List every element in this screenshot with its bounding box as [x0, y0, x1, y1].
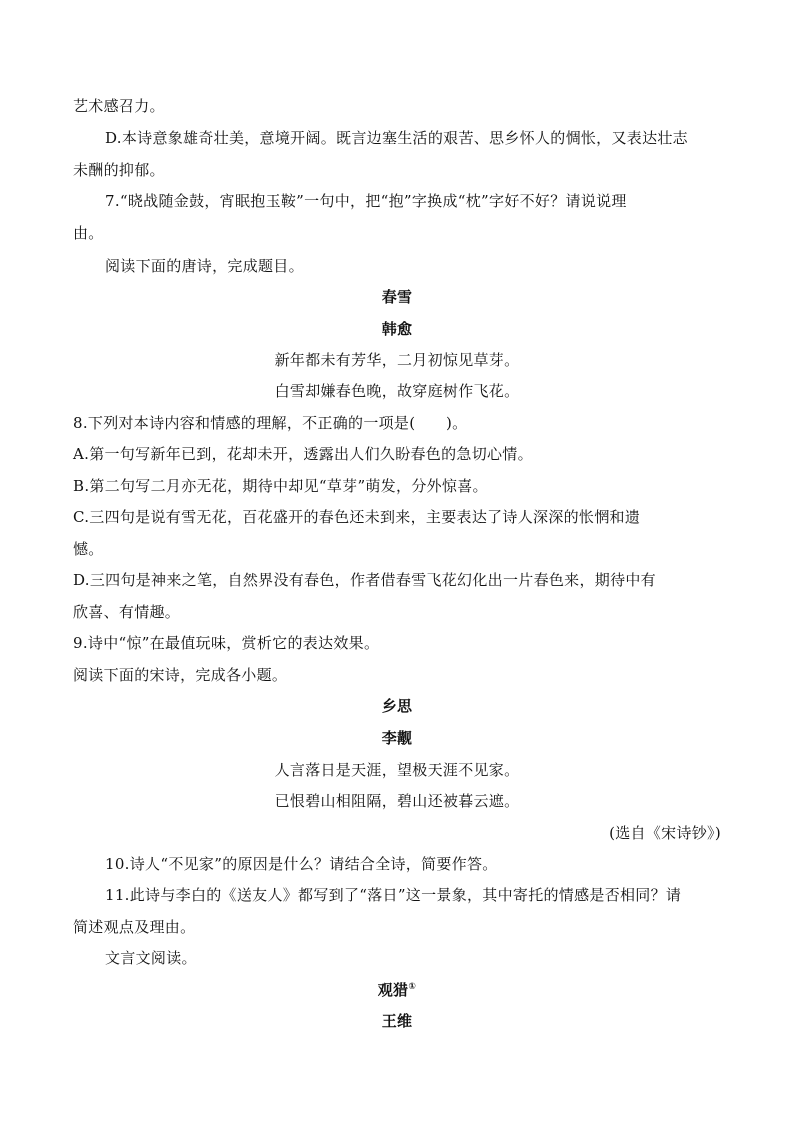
option-d: D.三四句是神来之笔，自然界没有春色，作者借春雪飞花幻化出一片春色来，期待中有 — [73, 571, 656, 589]
poem-line: 已恨碧山相阻隔，碧山还被暮云遮。 — [274, 792, 520, 810]
question-11: 11.此诗与李白的《送友人》都写到了“落日”这一景象，其中寄托的情感是否相同？请 — [105, 886, 682, 904]
question-10: 10.诗人“不见家”的原因是什么？请结合全诗，简要作答。 — [105, 855, 498, 873]
reading-instruction: 阅读下面的唐诗，完成题目。 — [105, 257, 304, 275]
poem-author: 李觏 — [381, 729, 413, 747]
poem-author: 韩愈 — [381, 320, 413, 338]
question-7: 7.“晓战随金鼓，宵眠抱玉鞍”一句中，把“抱”字换成“枕”字好不好？请说说理 — [105, 192, 627, 210]
option-b: B.第二句写二月亦无花，期待中却见“草芽”萌发，分外惊喜。 — [73, 477, 488, 495]
poem-line: 人言落日是天涯，望极天涯不见家。 — [274, 761, 520, 779]
reading-instruction: 阅读下面的宋诗，完成各小题。 — [73, 666, 288, 684]
poem-title-text: 观猎 — [377, 981, 409, 999]
text-line: 欣喜、有情趣。 — [73, 603, 181, 621]
poem-title — [0, 980, 794, 1000]
text-line: 简述观点及理由。 — [73, 918, 196, 936]
poem-title: 春雪 — [381, 288, 413, 306]
text-line: 憾。 — [73, 540, 104, 558]
section-instruction: 文言文阅读。 — [105, 949, 197, 967]
question-9: 9.诗中“惊”在最值玩味，赏析它的表达效果。 — [73, 634, 380, 652]
footnote-marker: ① — [408, 982, 417, 992]
poem-title: 乡思 — [381, 697, 413, 715]
text-line: 艺术感召力。 — [73, 97, 165, 115]
option-d-line: D.本诗意象雄奇壮美，意境开阔。既言边塞生活的艰苦、思乡怀人的惆怅，又表达壮志 — [105, 129, 688, 147]
text-line: 由。 — [73, 224, 104, 242]
source-citation: (选自《宋诗钞》) — [609, 824, 721, 842]
option-c: C.三四句是说有雪无花，百花盛开的春色还未到来，主要表达了诗人深深的怅惘和遗 — [73, 508, 641, 526]
text-line: 未酬的抑郁。 — [73, 161, 165, 179]
poem-line: 白雪却嫌春色晚，故穿庭树作飞花。 — [274, 382, 520, 400]
poem-line: 新年都未有芳华，二月初惊见草芽。 — [274, 351, 520, 369]
question-8: 8.下列对本诗内容和情感的理解，不正确的一项是( )。 — [73, 414, 468, 432]
poem-author: 王维 — [381, 1012, 413, 1030]
option-a: A.第一句写新年已到，花却未开，透露出人们久盼春色的急切心情。 — [73, 445, 533, 463]
